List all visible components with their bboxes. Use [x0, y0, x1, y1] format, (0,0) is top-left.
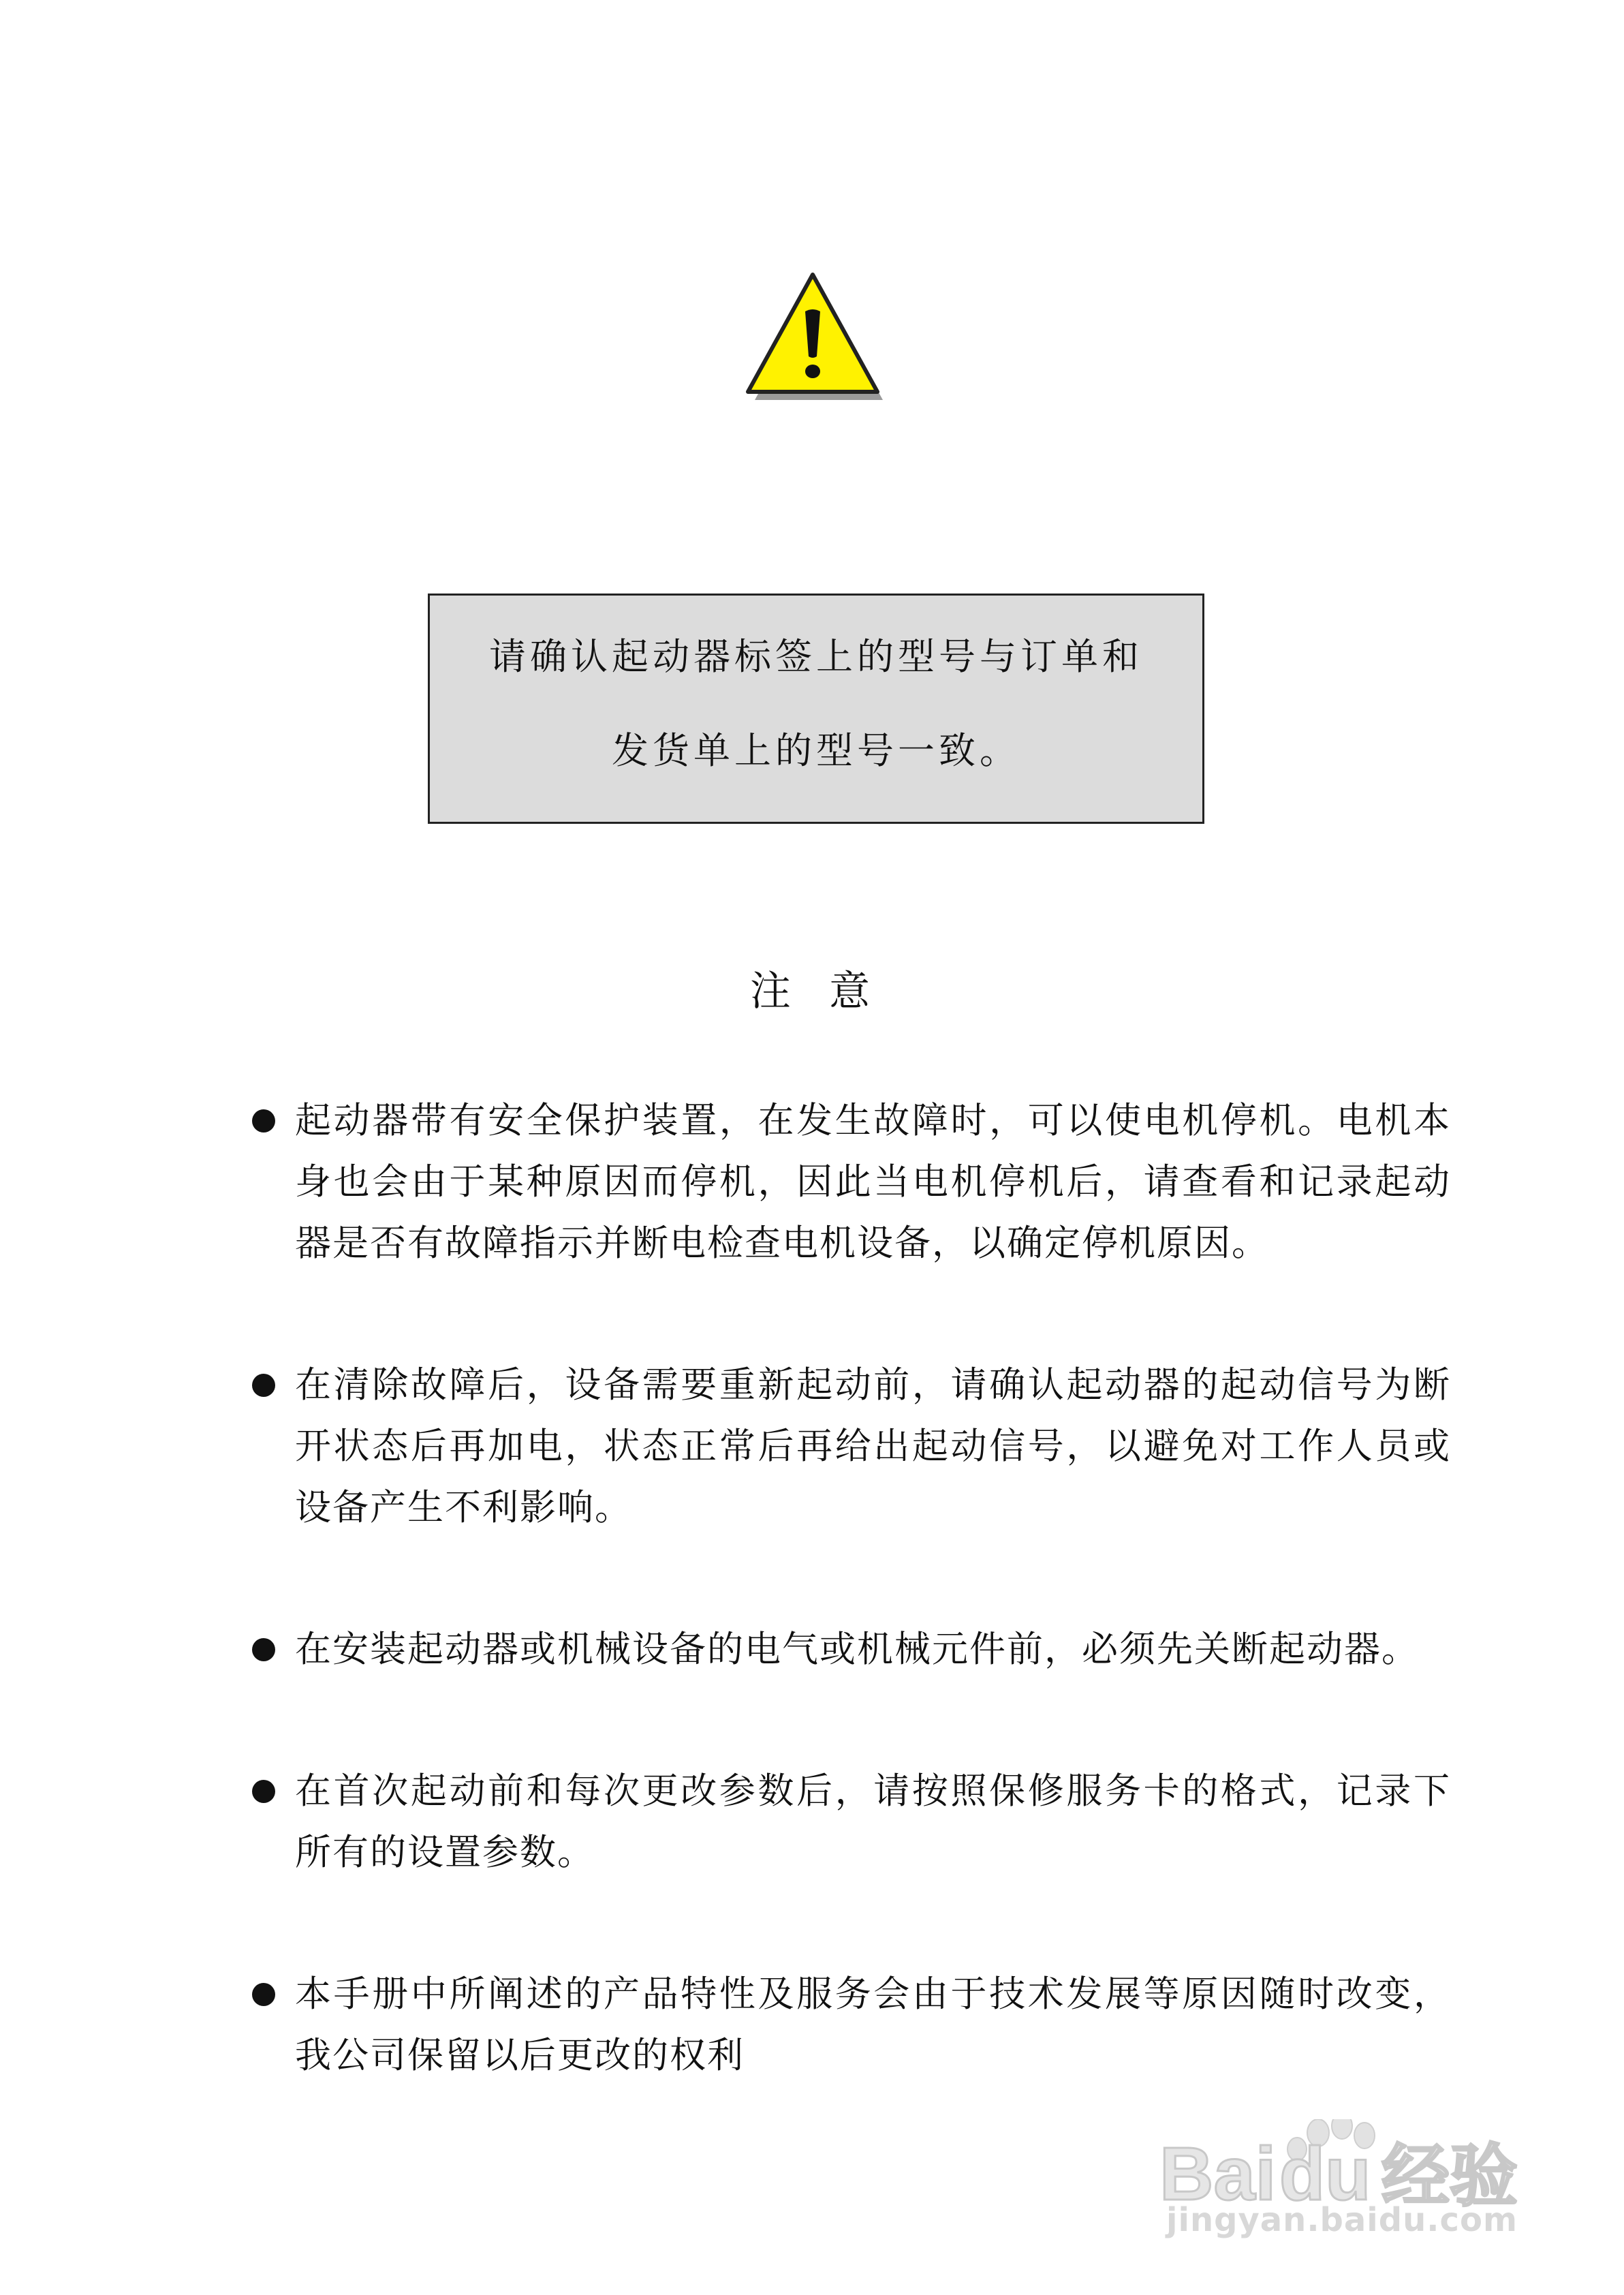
section-title: 注 意: [749, 968, 875, 1015]
warning-triangle-icon: [743, 269, 886, 409]
notice-line-1: 请确认起动器标签上的型号与订单和: [489, 635, 1143, 678]
list-item: [252, 1964, 1451, 2086]
list-item-text: 起动器带有安全保护装置，在发生故障时，可以使电机停机。电机本身也会由于某种原因而停机，因此当电机停机后，请查看和记录起动器是否有故障指示并断电检查电机设备，以确定停机原因。: [295, 1100, 1451, 1264]
list-item-text: 本手册中所阐述的产品特性及服务会由于技术发展等原因随时改变，我公司保留以后更改的权利: [295, 1973, 1451, 2076]
list-item-text: 在清除故障后，设备需要重新起动前，请确认起动器的起动信号为断开状态后再加电，状态正常后再给出起动信号，以避免对工作人员或设备产生不利影响。: [295, 1364, 1451, 1528]
notice-box: [428, 594, 1204, 824]
bullet-dot-icon: [252, 1374, 275, 1397]
list-item-text: 在首次起动前和每次更改参数后，请按照保修服务卡的格式，记录下所有的设置参数。: [295, 1770, 1451, 1873]
watermark: [1151, 2071, 1574, 2249]
bullet-dot-icon: [252, 1983, 275, 2006]
svg-text:du: du: [1279, 2132, 1371, 2215]
list-item: [252, 1355, 1451, 1539]
bullet-dot-icon: [252, 1109, 275, 1133]
notice-line-2: 发货单上的型号一致。: [612, 729, 1020, 772]
bullet-dot-icon: [252, 1780, 275, 1803]
list-item-text: 在安装起动器或机械设备的电气或机械元件前，必须先关断起动器。: [295, 1629, 1419, 1670]
baidu-jingyan-logo: [1151, 2119, 1574, 2215]
notice-list: [252, 1090, 1451, 2167]
svg-text:Bai: Bai: [1159, 2132, 1277, 2215]
watermark-url: jingyan.baidu.com: [1166, 2201, 1518, 2239]
bullet-dot-icon: [252, 1638, 275, 1661]
list-item: [252, 1761, 1451, 1883]
list-item: [252, 1619, 1451, 1680]
svg-text:经验: 经验: [1381, 2136, 1518, 2215]
list-item: [252, 1090, 1451, 1274]
